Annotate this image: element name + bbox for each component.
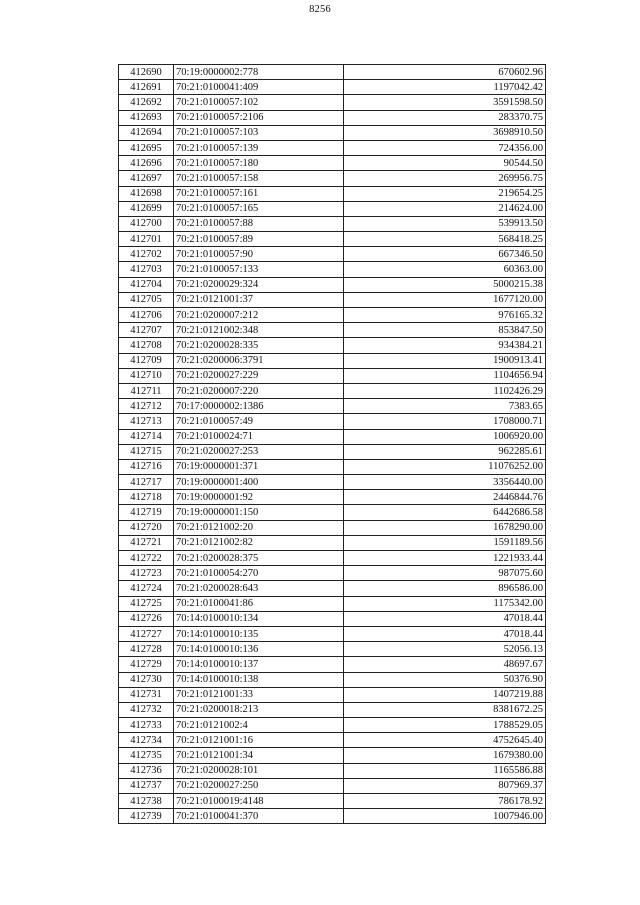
cadastral-number-cell: 70:21:0121002:20 <box>174 520 344 535</box>
table-row <box>119 323 546 338</box>
row-number-cell: 412728 <box>119 642 174 657</box>
cadastral-number-cell: 70:21:0121001:33 <box>174 687 344 702</box>
table-row <box>119 702 546 717</box>
table-row <box>119 247 546 262</box>
cadastral-value-cell: 539913.50 <box>344 216 546 231</box>
cadastral-number-cell: 70:21:0200007:212 <box>174 308 344 323</box>
cadastral-value-cell: 6442686.58 <box>344 505 546 520</box>
cadastral-value-cell: 283370.75 <box>344 110 546 125</box>
row-number-cell: 412705 <box>119 292 174 307</box>
row-number-cell: 412734 <box>119 733 174 748</box>
table-row <box>119 414 546 429</box>
table-row <box>119 292 546 307</box>
row-number-cell: 412697 <box>119 171 174 186</box>
table-row <box>119 368 546 383</box>
row-number-cell: 412725 <box>119 596 174 611</box>
table-body <box>119 65 546 824</box>
cadastral-number-cell: 70:21:0121001:16 <box>174 733 344 748</box>
table-row <box>119 551 546 566</box>
row-number-cell: 412730 <box>119 672 174 687</box>
cadastral-value-cell: 670602.96 <box>344 65 546 80</box>
table-row <box>119 581 546 596</box>
table-row <box>119 475 546 490</box>
table-row <box>119 156 546 171</box>
cadastral-value-cell: 1679380.00 <box>344 748 546 763</box>
cadastral-value-cell: 214624.00 <box>344 201 546 216</box>
cadastral-number-cell: 70:21:0200028:335 <box>174 338 344 353</box>
row-number-cell: 412691 <box>119 80 174 95</box>
cadastral-number-cell: 70:21:0100057:139 <box>174 140 344 155</box>
cadastral-number-cell: 70:21:0100057:158 <box>174 171 344 186</box>
cadastral-number-cell: 70:21:0200029:324 <box>174 277 344 292</box>
table-row <box>119 262 546 277</box>
row-number-cell: 412692 <box>119 95 174 110</box>
row-number-cell: 412704 <box>119 277 174 292</box>
table-row <box>119 718 546 733</box>
cadastral-number-cell: 70:21:0121002:348 <box>174 323 344 338</box>
row-number-cell: 412738 <box>119 794 174 809</box>
row-number-cell: 412702 <box>119 247 174 262</box>
table-row <box>119 794 546 809</box>
cadastral-value-cell: 47018.44 <box>344 626 546 641</box>
cadastral-value-cell: 1221933.44 <box>344 551 546 566</box>
table-row <box>119 459 546 474</box>
cadastral-value-cell: 896586.00 <box>344 581 546 596</box>
table-row <box>119 308 546 323</box>
table-row <box>119 232 546 247</box>
cadastral-number-cell: 70:21:0100057:161 <box>174 186 344 201</box>
row-number-cell: 412718 <box>119 490 174 505</box>
row-number-cell: 412693 <box>119 110 174 125</box>
cadastral-value-cell: 219654.25 <box>344 186 546 201</box>
table-row <box>119 490 546 505</box>
row-number-cell: 412698 <box>119 186 174 201</box>
table-row <box>119 520 546 535</box>
table-row <box>119 687 546 702</box>
cadastral-number-cell: 70:19:0000002:778 <box>174 65 344 80</box>
cadastral-value-cell: 269956.75 <box>344 171 546 186</box>
cadastral-number-cell: 70:21:0100057:103 <box>174 125 344 140</box>
row-number-cell: 412694 <box>119 125 174 140</box>
cadastral-value-table <box>118 64 546 824</box>
cadastral-value-cell: 1007946.00 <box>344 809 546 824</box>
cadastral-value-cell: 987075.60 <box>344 566 546 581</box>
cadastral-number-cell: 70:21:0121001:34 <box>174 748 344 763</box>
cadastral-value-cell: 1197042.42 <box>344 80 546 95</box>
table-row <box>119 778 546 793</box>
cadastral-value-cell: 1708000.71 <box>344 414 546 429</box>
cadastral-value-cell: 568418.25 <box>344 232 546 247</box>
cadastral-value-cell: 1677120.00 <box>344 292 546 307</box>
cadastral-value-cell: 50376.90 <box>344 672 546 687</box>
cadastral-number-cell: 70:21:0100057:2106 <box>174 110 344 125</box>
row-number-cell: 412695 <box>119 140 174 155</box>
table-row <box>119 809 546 824</box>
cadastral-value-cell: 8381672.25 <box>344 702 546 717</box>
cadastral-number-cell: 70:21:0100024:71 <box>174 429 344 444</box>
table-row <box>119 657 546 672</box>
table-row <box>119 748 546 763</box>
table-row <box>119 80 546 95</box>
table-row <box>119 535 546 550</box>
cadastral-value-cell: 853847.50 <box>344 323 546 338</box>
cadastral-value-cell: 962285.61 <box>344 444 546 459</box>
row-number-cell: 412706 <box>119 308 174 323</box>
cadastral-number-cell: 70:21:0100057:165 <box>174 201 344 216</box>
cadastral-number-cell: 70:21:0200006:3791 <box>174 353 344 368</box>
row-number-cell: 412713 <box>119 414 174 429</box>
cadastral-value-cell: 11076252.00 <box>344 459 546 474</box>
cadastral-value-cell: 1407219.88 <box>344 687 546 702</box>
cadastral-number-cell: 70:21:0100057:133 <box>174 262 344 277</box>
cadastral-value-cell: 1591189.56 <box>344 535 546 550</box>
cadastral-number-cell: 70:19:0000001:371 <box>174 459 344 474</box>
row-number-cell: 412737 <box>119 778 174 793</box>
cadastral-number-cell: 70:14:0100010:138 <box>174 672 344 687</box>
cadastral-number-cell: 70:21:0100041:409 <box>174 80 344 95</box>
cadastral-value-cell: 976165.32 <box>344 308 546 323</box>
table-row <box>119 201 546 216</box>
cadastral-value-cell: 60363.00 <box>344 262 546 277</box>
row-number-cell: 412715 <box>119 444 174 459</box>
row-number-cell: 412736 <box>119 763 174 778</box>
row-number-cell: 412732 <box>119 702 174 717</box>
table-row <box>119 140 546 155</box>
cadastral-value-cell: 1175342.00 <box>344 596 546 611</box>
cadastral-number-cell: 70:21:0100057:89 <box>174 232 344 247</box>
cadastral-value-cell: 4752645.40 <box>344 733 546 748</box>
table-row <box>119 763 546 778</box>
cadastral-value-cell: 3356440.00 <box>344 475 546 490</box>
cadastral-value-cell: 52056.13 <box>344 642 546 657</box>
row-number-cell: 412700 <box>119 216 174 231</box>
cadastral-number-cell: 70:14:0100010:136 <box>174 642 344 657</box>
cadastral-number-cell: 70:21:0100019:4148 <box>174 794 344 809</box>
row-number-cell: 412722 <box>119 551 174 566</box>
cadastral-number-cell: 70:21:0200027:229 <box>174 368 344 383</box>
row-number-cell: 412690 <box>119 65 174 80</box>
cadastral-value-cell: 786178.92 <box>344 794 546 809</box>
table-row <box>119 444 546 459</box>
cadastral-value-cell: 48697.67 <box>344 657 546 672</box>
cadastral-value-cell: 667346.50 <box>344 247 546 262</box>
row-number-cell: 412729 <box>119 657 174 672</box>
table-row <box>119 596 546 611</box>
cadastral-number-cell: 70:21:0200027:250 <box>174 778 344 793</box>
cadastral-number-cell: 70:21:0100054:270 <box>174 566 344 581</box>
cadastral-number-cell: 70:19:0000001:400 <box>174 475 344 490</box>
cadastral-value-cell: 724356.00 <box>344 140 546 155</box>
cadastral-number-cell: 70:21:0200028:101 <box>174 763 344 778</box>
row-number-cell: 412696 <box>119 156 174 171</box>
table-row <box>119 65 546 80</box>
table-row <box>119 566 546 581</box>
cadastral-number-cell: 70:21:0200027:253 <box>174 444 344 459</box>
table-row <box>119 353 546 368</box>
cadastral-number-cell: 70:21:0100057:49 <box>174 414 344 429</box>
cadastral-value-cell: 3698910.50 <box>344 125 546 140</box>
row-number-cell: 412726 <box>119 611 174 626</box>
row-number-cell: 412720 <box>119 520 174 535</box>
row-number-cell: 412701 <box>119 232 174 247</box>
row-number-cell: 412708 <box>119 338 174 353</box>
table-row <box>119 383 546 398</box>
table-row <box>119 216 546 231</box>
page-number: 8256 <box>309 4 331 15</box>
cadastral-value-cell: 3591598.50 <box>344 95 546 110</box>
cadastral-number-cell: 70:21:0200028:643 <box>174 581 344 596</box>
table-row <box>119 338 546 353</box>
row-number-cell: 412716 <box>119 459 174 474</box>
cadastral-number-cell: 70:21:0100057:88 <box>174 216 344 231</box>
row-number-cell: 412699 <box>119 201 174 216</box>
row-number-cell: 412711 <box>119 383 174 398</box>
row-number-cell: 412703 <box>119 262 174 277</box>
cadastral-value-cell: 807969.37 <box>344 778 546 793</box>
cadastral-number-cell: 70:21:0200007:220 <box>174 383 344 398</box>
row-number-cell: 412712 <box>119 399 174 414</box>
row-number-cell: 412709 <box>119 353 174 368</box>
row-number-cell: 412714 <box>119 429 174 444</box>
cadastral-number-cell: 70:21:0200028:375 <box>174 551 344 566</box>
cadastral-number-cell: 70:14:0100010:135 <box>174 626 344 641</box>
table-row <box>119 642 546 657</box>
cadastral-value-cell: 1788529.05 <box>344 718 546 733</box>
cadastral-number-cell: 70:21:0100041:370 <box>174 809 344 824</box>
row-number-cell: 412710 <box>119 368 174 383</box>
cadastral-value-cell: 1678290.00 <box>344 520 546 535</box>
row-number-cell: 412733 <box>119 718 174 733</box>
cadastral-number-cell: 70:21:0200018:213 <box>174 702 344 717</box>
row-number-cell: 412727 <box>119 626 174 641</box>
cadastral-value-cell: 90544.50 <box>344 156 546 171</box>
row-number-cell: 412724 <box>119 581 174 596</box>
table-row <box>119 399 546 414</box>
cadastral-value-cell: 1900913.41 <box>344 353 546 368</box>
table-row <box>119 110 546 125</box>
table-row <box>119 733 546 748</box>
row-number-cell: 412723 <box>119 566 174 581</box>
cadastral-number-cell: 70:21:0121002:4 <box>174 718 344 733</box>
row-number-cell: 412731 <box>119 687 174 702</box>
table-row <box>119 611 546 626</box>
row-number-cell: 412735 <box>119 748 174 763</box>
row-number-cell: 412739 <box>119 809 174 824</box>
cadastral-number-cell: 70:21:0100057:180 <box>174 156 344 171</box>
table-row <box>119 626 546 641</box>
cadastral-number-cell: 70:21:0121001:37 <box>174 292 344 307</box>
cadastral-value-cell: 47018.44 <box>344 611 546 626</box>
cadastral-value-cell: 5000215.38 <box>344 277 546 292</box>
cadastral-value-cell: 1006920.00 <box>344 429 546 444</box>
table-row <box>119 186 546 201</box>
table-row <box>119 171 546 186</box>
cadastral-number-cell: 70:14:0100010:134 <box>174 611 344 626</box>
row-number-cell: 412707 <box>119 323 174 338</box>
cadastral-number-cell: 70:17:0000002:1386 <box>174 399 344 414</box>
cadastral-value-cell: 2446844.76 <box>344 490 546 505</box>
cadastral-value-cell: 7383.65 <box>344 399 546 414</box>
table-row <box>119 95 546 110</box>
cadastral-number-cell: 70:21:0100057:90 <box>174 247 344 262</box>
cadastral-value-cell: 1104656.94 <box>344 368 546 383</box>
cadastral-number-cell: 70:19:0000001:92 <box>174 490 344 505</box>
row-number-cell: 412719 <box>119 505 174 520</box>
table-row <box>119 505 546 520</box>
table-row <box>119 429 546 444</box>
row-number-cell: 412717 <box>119 475 174 490</box>
cadastral-value-cell: 1165586.88 <box>344 763 546 778</box>
row-number-cell: 412721 <box>119 535 174 550</box>
cadastral-number-cell: 70:14:0100010:137 <box>174 657 344 672</box>
table-row <box>119 277 546 292</box>
cadastral-value-cell: 934384.21 <box>344 338 546 353</box>
cadastral-number-cell: 70:21:0100057:102 <box>174 95 344 110</box>
cadastral-number-cell: 70:19:0000001:150 <box>174 505 344 520</box>
table-row <box>119 125 546 140</box>
cadastral-number-cell: 70:21:0121002:82 <box>174 535 344 550</box>
cadastral-number-cell: 70:21:0100041:86 <box>174 596 344 611</box>
table-row <box>119 672 546 687</box>
cadastral-value-cell: 1102426.29 <box>344 383 546 398</box>
